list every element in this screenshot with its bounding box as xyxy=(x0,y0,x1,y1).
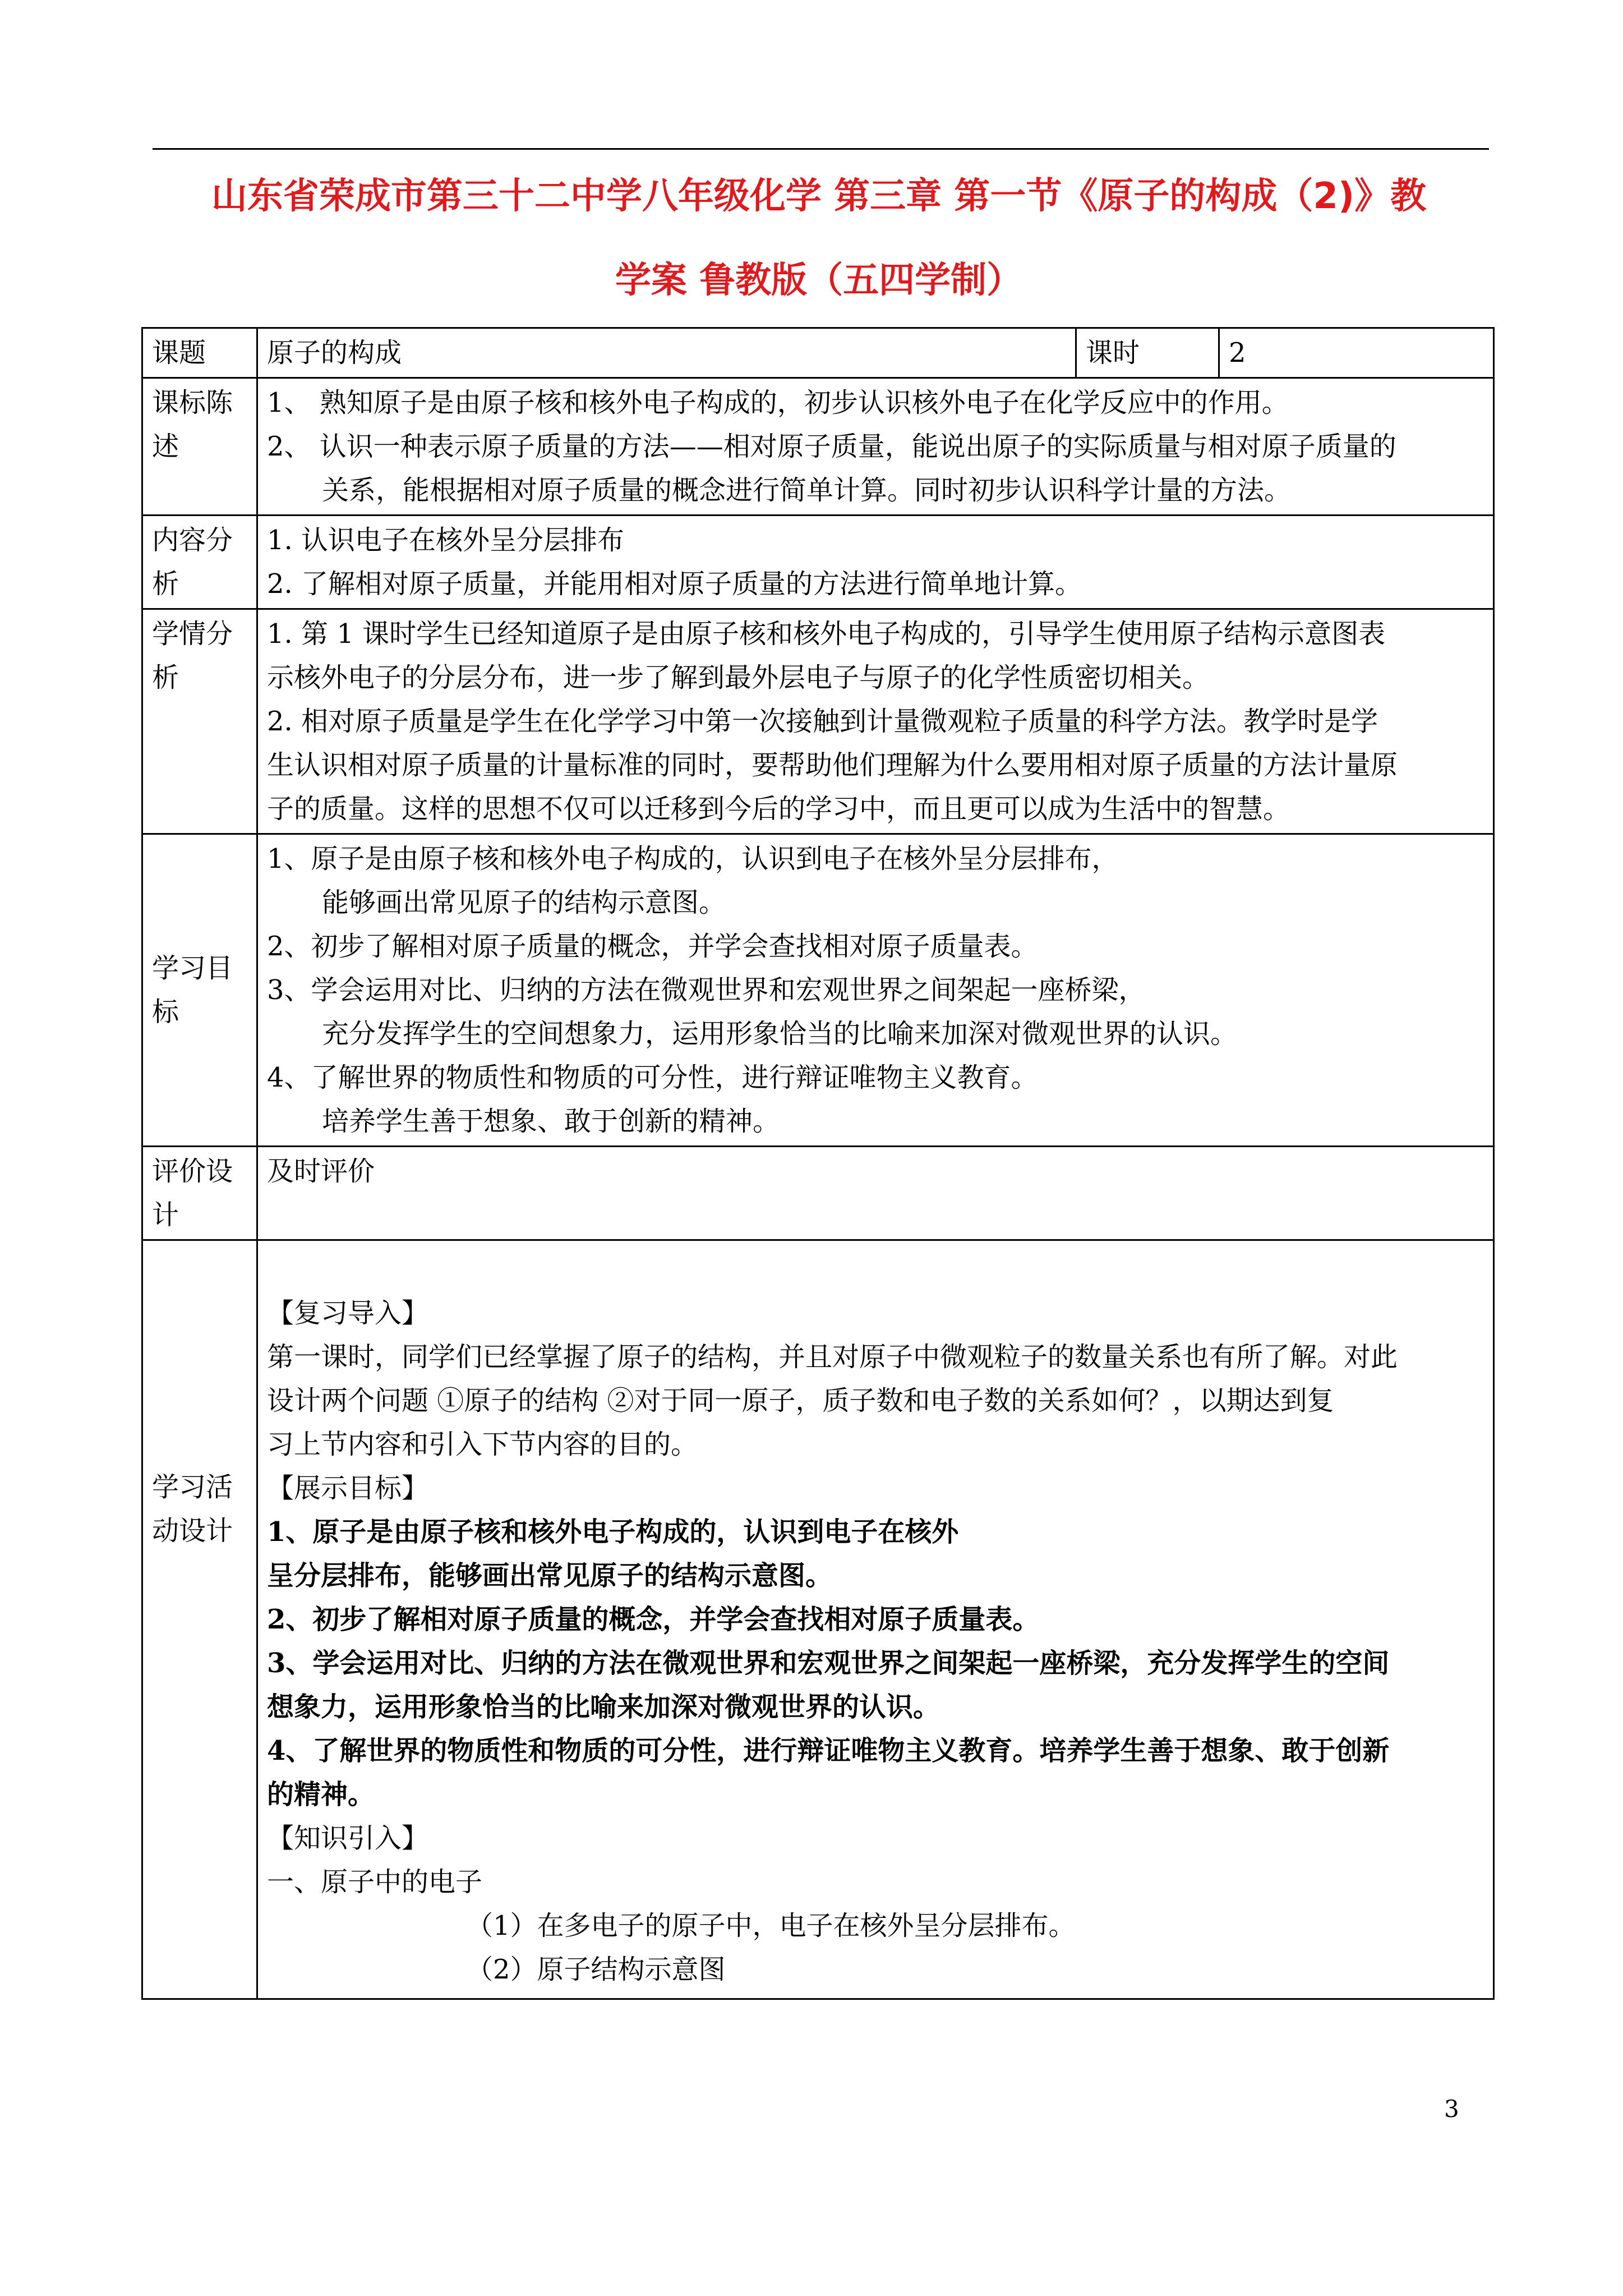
value-topic: 原子的构成 xyxy=(257,328,1076,378)
goal-line-1: 1、原子是由原子核和核外电子构成的，认识到电子在核外 xyxy=(267,1516,959,1548)
label-curriculum-standard: 课标陈述 xyxy=(142,378,257,516)
review-line-1: 第一课时，同学们已经掌握了原子的结构，并且对原子中微观粒子的数量关系也有所了解。对此 xyxy=(267,1341,1398,1373)
knowledge-line-2: （1）在多电子的原子中，电子在核外呈分层排布。 xyxy=(466,1910,1076,1941)
learner-line-4: 生认识相对原子质量的计量标准的同时，要帮助他们理解为什么要用相对原子质量的方法计量原 xyxy=(267,749,1398,781)
cell-content-analysis xyxy=(257,516,1494,609)
label-learner-analysis: 学情分析 xyxy=(142,609,257,834)
goal-line-2: 呈分层排布，能够画出常见原子的结构示意图。 xyxy=(267,1560,833,1591)
objective-line-4: 3、学会运用对比、归纳的方法在微观世界和宏观世界之间架起一座桥梁， xyxy=(267,974,1146,1006)
goal-line-5: 想象力，运用形象恰当的比喻来加深对微观世界的认识。 xyxy=(267,1691,940,1723)
row-evaluation-design xyxy=(142,1147,1494,1240)
lesson-plan-table xyxy=(141,327,1495,2000)
label-periods: 课时 xyxy=(1076,328,1219,378)
label-content-analysis: 内容分析 xyxy=(142,516,257,609)
cell-curriculum-standard xyxy=(257,378,1494,516)
knowledge-line-1: 一、原子中的电子 xyxy=(267,1866,483,1898)
cell-learner-analysis xyxy=(257,609,1494,834)
goal-line-6: 4、了解世界的物质性和物质的可分性，进行辩证唯物主义教育。培养学生善于想象、敢于创新 xyxy=(267,1735,1390,1766)
objective-line-6: 4、了解世界的物质性和物质的可分性，进行辩证唯物主义教育。 xyxy=(267,1062,1038,1093)
knowledge-heading: 【知识引入】 xyxy=(267,1823,429,1854)
objective-line-3: 2、初步了解相对原子质量的概念，并学会查找相对原子质量表。 xyxy=(267,931,1038,962)
learner-line-3: 2. 相对原子质量是学生在化学学习中第一次接触到计量微观粒子质量的科学方法。教学时是学 xyxy=(267,706,1378,737)
content-line-1: 1. 认识电子在核外呈分层排布 xyxy=(267,524,625,556)
learner-line-2: 示核外电子的分层分布，进一步了解到最外层电子与原子的化学性质密切相关。 xyxy=(267,662,1210,693)
label-learning-objectives: 学习目标 xyxy=(142,834,257,1147)
curriculum-line-2: 2、 认识一种表示原子质量的方法——相对原子质量，能说出原子的实际质量与相对原子质量的 xyxy=(267,431,1396,462)
row-content-analysis xyxy=(142,516,1494,609)
review-heading: 【复习导入】 xyxy=(267,1297,429,1329)
value-evaluation-design: 及时评价 xyxy=(257,1147,1494,1240)
goal-line-7: 的精神。 xyxy=(267,1779,375,1810)
document-title-line-2: 学案 鲁教版（五四学制） xyxy=(615,260,1023,301)
label-evaluation-design: 评价设计 xyxy=(142,1147,257,1240)
review-line-3: 习上节内容和引入下节内容的目的。 xyxy=(267,1429,698,1460)
content-line-2: 2. 了解相对原子质量，并能用相对原子质量的方法进行简单地计算。 xyxy=(267,568,1082,600)
row-learner-analysis xyxy=(142,609,1494,834)
document-title-line-1: 山东省荣成市第三十二中学八年级化学 第三章 第一节《原子的构成（2)》教 xyxy=(211,176,1427,217)
cell-learning-objectives xyxy=(257,834,1494,1147)
objective-line-5: 充分发挥学生的空间想象力，运用形象恰当的比喻来加深对微观世界的认识。 xyxy=(322,1018,1238,1050)
objective-line-2: 能够画出常见原子的结构示意图。 xyxy=(322,887,726,918)
learner-line-5: 子的质量。这样的思想不仅可以迁移到今后的学习中，而且更可以成为生活中的智慧。 xyxy=(267,793,1290,825)
row-learning-objectives xyxy=(142,834,1494,1147)
objective-line-7: 培养学生善于想象、敢于创新的精神。 xyxy=(322,1106,780,1137)
row-curriculum-standard xyxy=(142,378,1494,516)
knowledge-line-3: （2）原子结构示意图 xyxy=(466,1954,726,1985)
header-rule xyxy=(153,148,1489,150)
cell-learning-activity-design xyxy=(257,1240,1494,1999)
curriculum-line-3: 关系，能根据相对原子质量的概念进行简单计算。同时初步认识科学计量的方法。 xyxy=(322,475,1292,506)
goals-heading: 【展示目标】 xyxy=(267,1473,429,1504)
learner-line-1: 1. 第 1 课时学生已经知道原子是由原子核和核外电子构成的，引导学生使用原子结构示意图表 xyxy=(267,618,1386,650)
label-learning-activity-design: 学习活动设计 xyxy=(142,1240,257,1999)
row-topic xyxy=(142,328,1494,378)
objective-line-1: 1、原子是由原子核和核外电子构成的，认识到电子在核外呈分层排布， xyxy=(267,843,1119,875)
goal-line-3: 2、初步了解相对原子质量的概念，并学会查找相对原子质量表。 xyxy=(267,1604,1040,1635)
goal-line-4: 3、学会运用对比、归纳的方法在微观世界和宏观世界之间架起一座桥梁，充分发挥学生的空间 xyxy=(267,1648,1390,1679)
label-topic: 课题 xyxy=(142,328,257,378)
curriculum-line-1: 1、 熟知原子是由原子核和核外电子构成的，初步认识核外电子在化学反应中的作用。 xyxy=(267,387,1289,418)
row-learning-activity-design xyxy=(142,1240,1494,1999)
value-periods: 2 xyxy=(1219,328,1494,378)
page-number: 3 xyxy=(1444,2095,1459,2123)
review-line-2: 设计两个问题 ①原子的结构 ②对于同一原子，质子数和电子数的关系如何？，以期达到复 xyxy=(267,1385,1334,1416)
